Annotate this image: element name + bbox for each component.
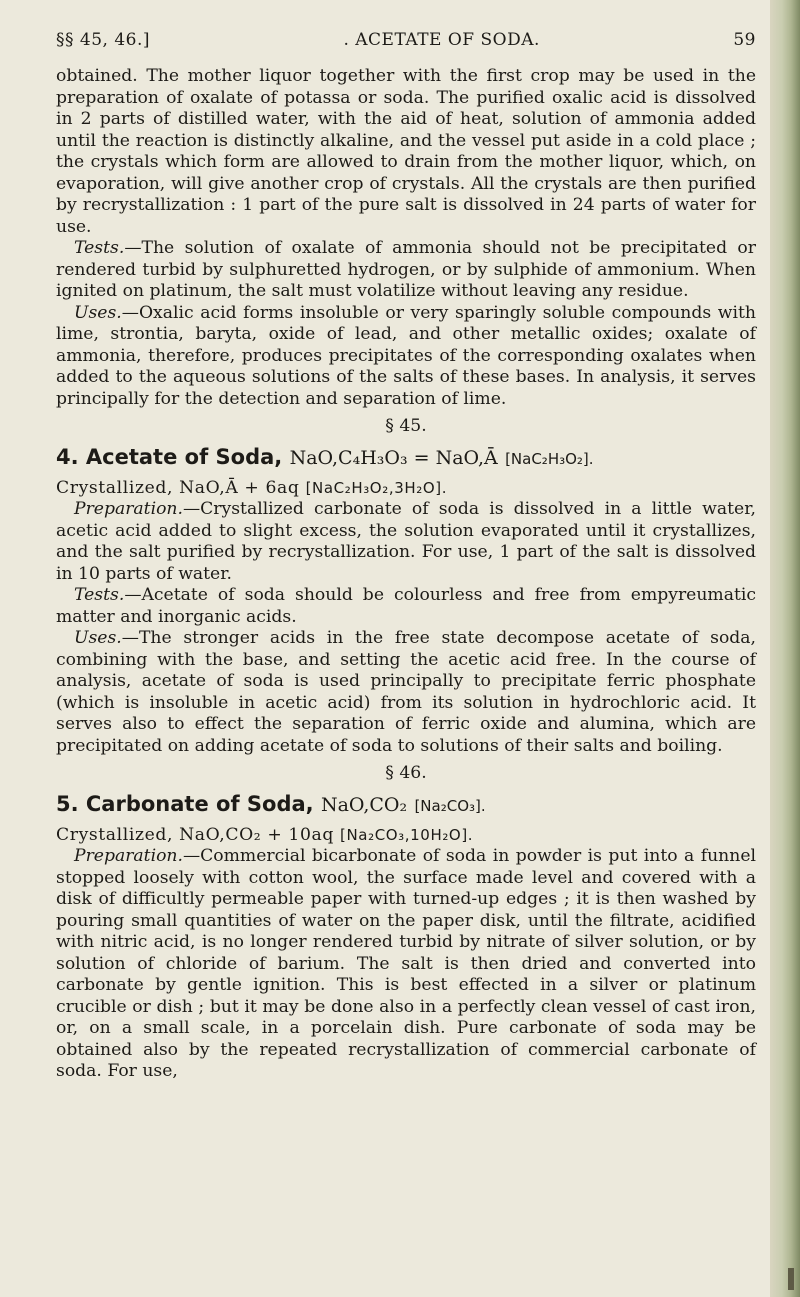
page-body — [56, 66, 756, 1083]
crystallized-formula: NaO,Ā + 6aq — [179, 477, 300, 498]
tests-label: Tests. — [74, 238, 125, 258]
section-46-heading: § 46. — [385, 763, 427, 783]
paragraph-oxalate-prep: obtained. The mother liquor together with the first crop may be used in the preparation of oxalate of potassa or soda. The purified oxalic acid is dissolved in 2 parts of distilled water, with the aid of heat, solution of ammonia added until the reaction is distinctly alkaline, and the vessel put aside in a cold place ; the crystals which form are allowed to drain from the mother liquor, which, on evaporation, will give another crop of crystals. All the crystals are then purified by recrystallization : 1 part of the pure salt is dissolved in 24 parts of water for use. — [56, 66, 756, 237]
preparation-label: Preparation. — [74, 846, 183, 866]
edge-mark — [788, 1268, 794, 1290]
paragraph-carbonate-prep — [56, 846, 756, 1083]
tests-text: —Acetate of soda should be colourless and free from empyreumatic matter and inorganic acids. — [56, 585, 756, 627]
crystallized-formula: NaO,CO₂ + 10aq — [179, 824, 334, 845]
acetate-crystallized-line — [56, 478, 756, 500]
paragraph-oxalate-uses — [56, 303, 756, 411]
crystallized-label: Crystallized, — [56, 477, 174, 498]
paragraph-acetate-tests — [56, 585, 756, 628]
section-45-heading: § 45. — [385, 416, 427, 436]
section-ref: §§ 45, 46.] — [56, 30, 151, 50]
page-number: 59 — [733, 30, 756, 50]
carbonate-formula-modern: [Na₂CO₃]. — [414, 796, 486, 815]
carbonate-formula: NaO,CO₂ — [320, 793, 408, 816]
carbonate-title: 5. Carbonate of Soda, — [56, 791, 314, 816]
paragraph-oxalate-tests — [56, 238, 756, 303]
preparation-text: —Commercial bicarbonate of soda in powder is put into a funnel stopped loosely with cotton wool, the surface made level and covered with a disk of difficultly permeable paper with turned-up edges ; it is then washed by pouring small quantities of water on the paper disk, until the filtrate, acidified with nitric acid, is no longer rendered turbid by nitrate of silver solution, or by solution of chloride of barium. The salt is then dried and converted into carbonate by gentle ignition. This is best effected in a silver or platinum crucible or dish ; but it may be done also in a perfectly clean vessel of cast iron, or, on a small scale, in a porcelain dish. Pure carbonate of soda may be obtained also by the repeated recrystallization of commercial carbonate of soda. For use, — [56, 846, 756, 1081]
crystallized-label: Crystallized, — [56, 824, 174, 845]
tests-label: Tests. — [74, 585, 125, 605]
carbonate-crystallized-line — [56, 825, 756, 847]
acetate-title: 4. Acetate of Soda, — [56, 444, 283, 469]
acetate-of-soda-heading — [56, 444, 756, 472]
running-header — [56, 30, 756, 50]
acetate-formula-modern: [NaC₂H₃O₂]. — [505, 449, 594, 468]
carbonate-of-soda-heading — [56, 791, 756, 819]
page-edge — [770, 0, 800, 1297]
uses-label: Uses. — [74, 628, 122, 648]
crystallized-formula-modern: [Na₂CO₃,10H₂O]. — [340, 825, 474, 844]
uses-text: —The stronger acids in the free state decompose acetate of soda, combining with the base, and setting the acetic acid free. In the course of analysis, acetate of soda is used principally to precipitate ferric phosphate (which is insoluble in acetic acid) from its solution in hydrochloric acid. It serves also to effect the separation of ferric oxide and alumina, which are precipitated on adding acetate of soda to solutions of their salts and boiling. — [56, 628, 756, 756]
crystallized-formula-modern: [NaC₂H₃O₂,3H₂O]. — [305, 478, 448, 497]
paragraph-acetate-uses — [56, 628, 756, 757]
uses-label: Uses. — [74, 302, 122, 323]
uses-text: —Oxalic acid forms insoluble or very sparingly soluble compounds with lime, strontia, baryta, oxide of lead, and other metallic oxides; oxalate of ammonia, therefore, produces precipitates of the corresponding oxalates when added to the aqueous solutions of the salts of these bases. In analysis, it serves principally for the detection and separation of lime. — [56, 302, 756, 409]
running-title: . ACETATE OF SODA. — [343, 30, 540, 50]
paragraph-acetate-prep — [56, 499, 756, 585]
acetate-formula: NaO,C₄H₃O₃ = NaO,Ā — [289, 446, 498, 469]
tests-text: —The solution of oxalate of ammonia should not be precipitated or rendered turbid by sulphuretted hydrogen, or by sulphide of ammonium. When ignited on platinum, the salt must volatilize without leaving any residue. — [56, 238, 756, 301]
preparation-label: Preparation. — [74, 499, 183, 519]
preparation-text: —Crystallized carbonate of soda is dissolved in a little water, acetic acid added to slight excess, the solution evaporated until it crystallizes, and the salt purified by recrystallization. For use, 1 part of the salt is dissolved in 10 parts of water. — [56, 499, 756, 584]
